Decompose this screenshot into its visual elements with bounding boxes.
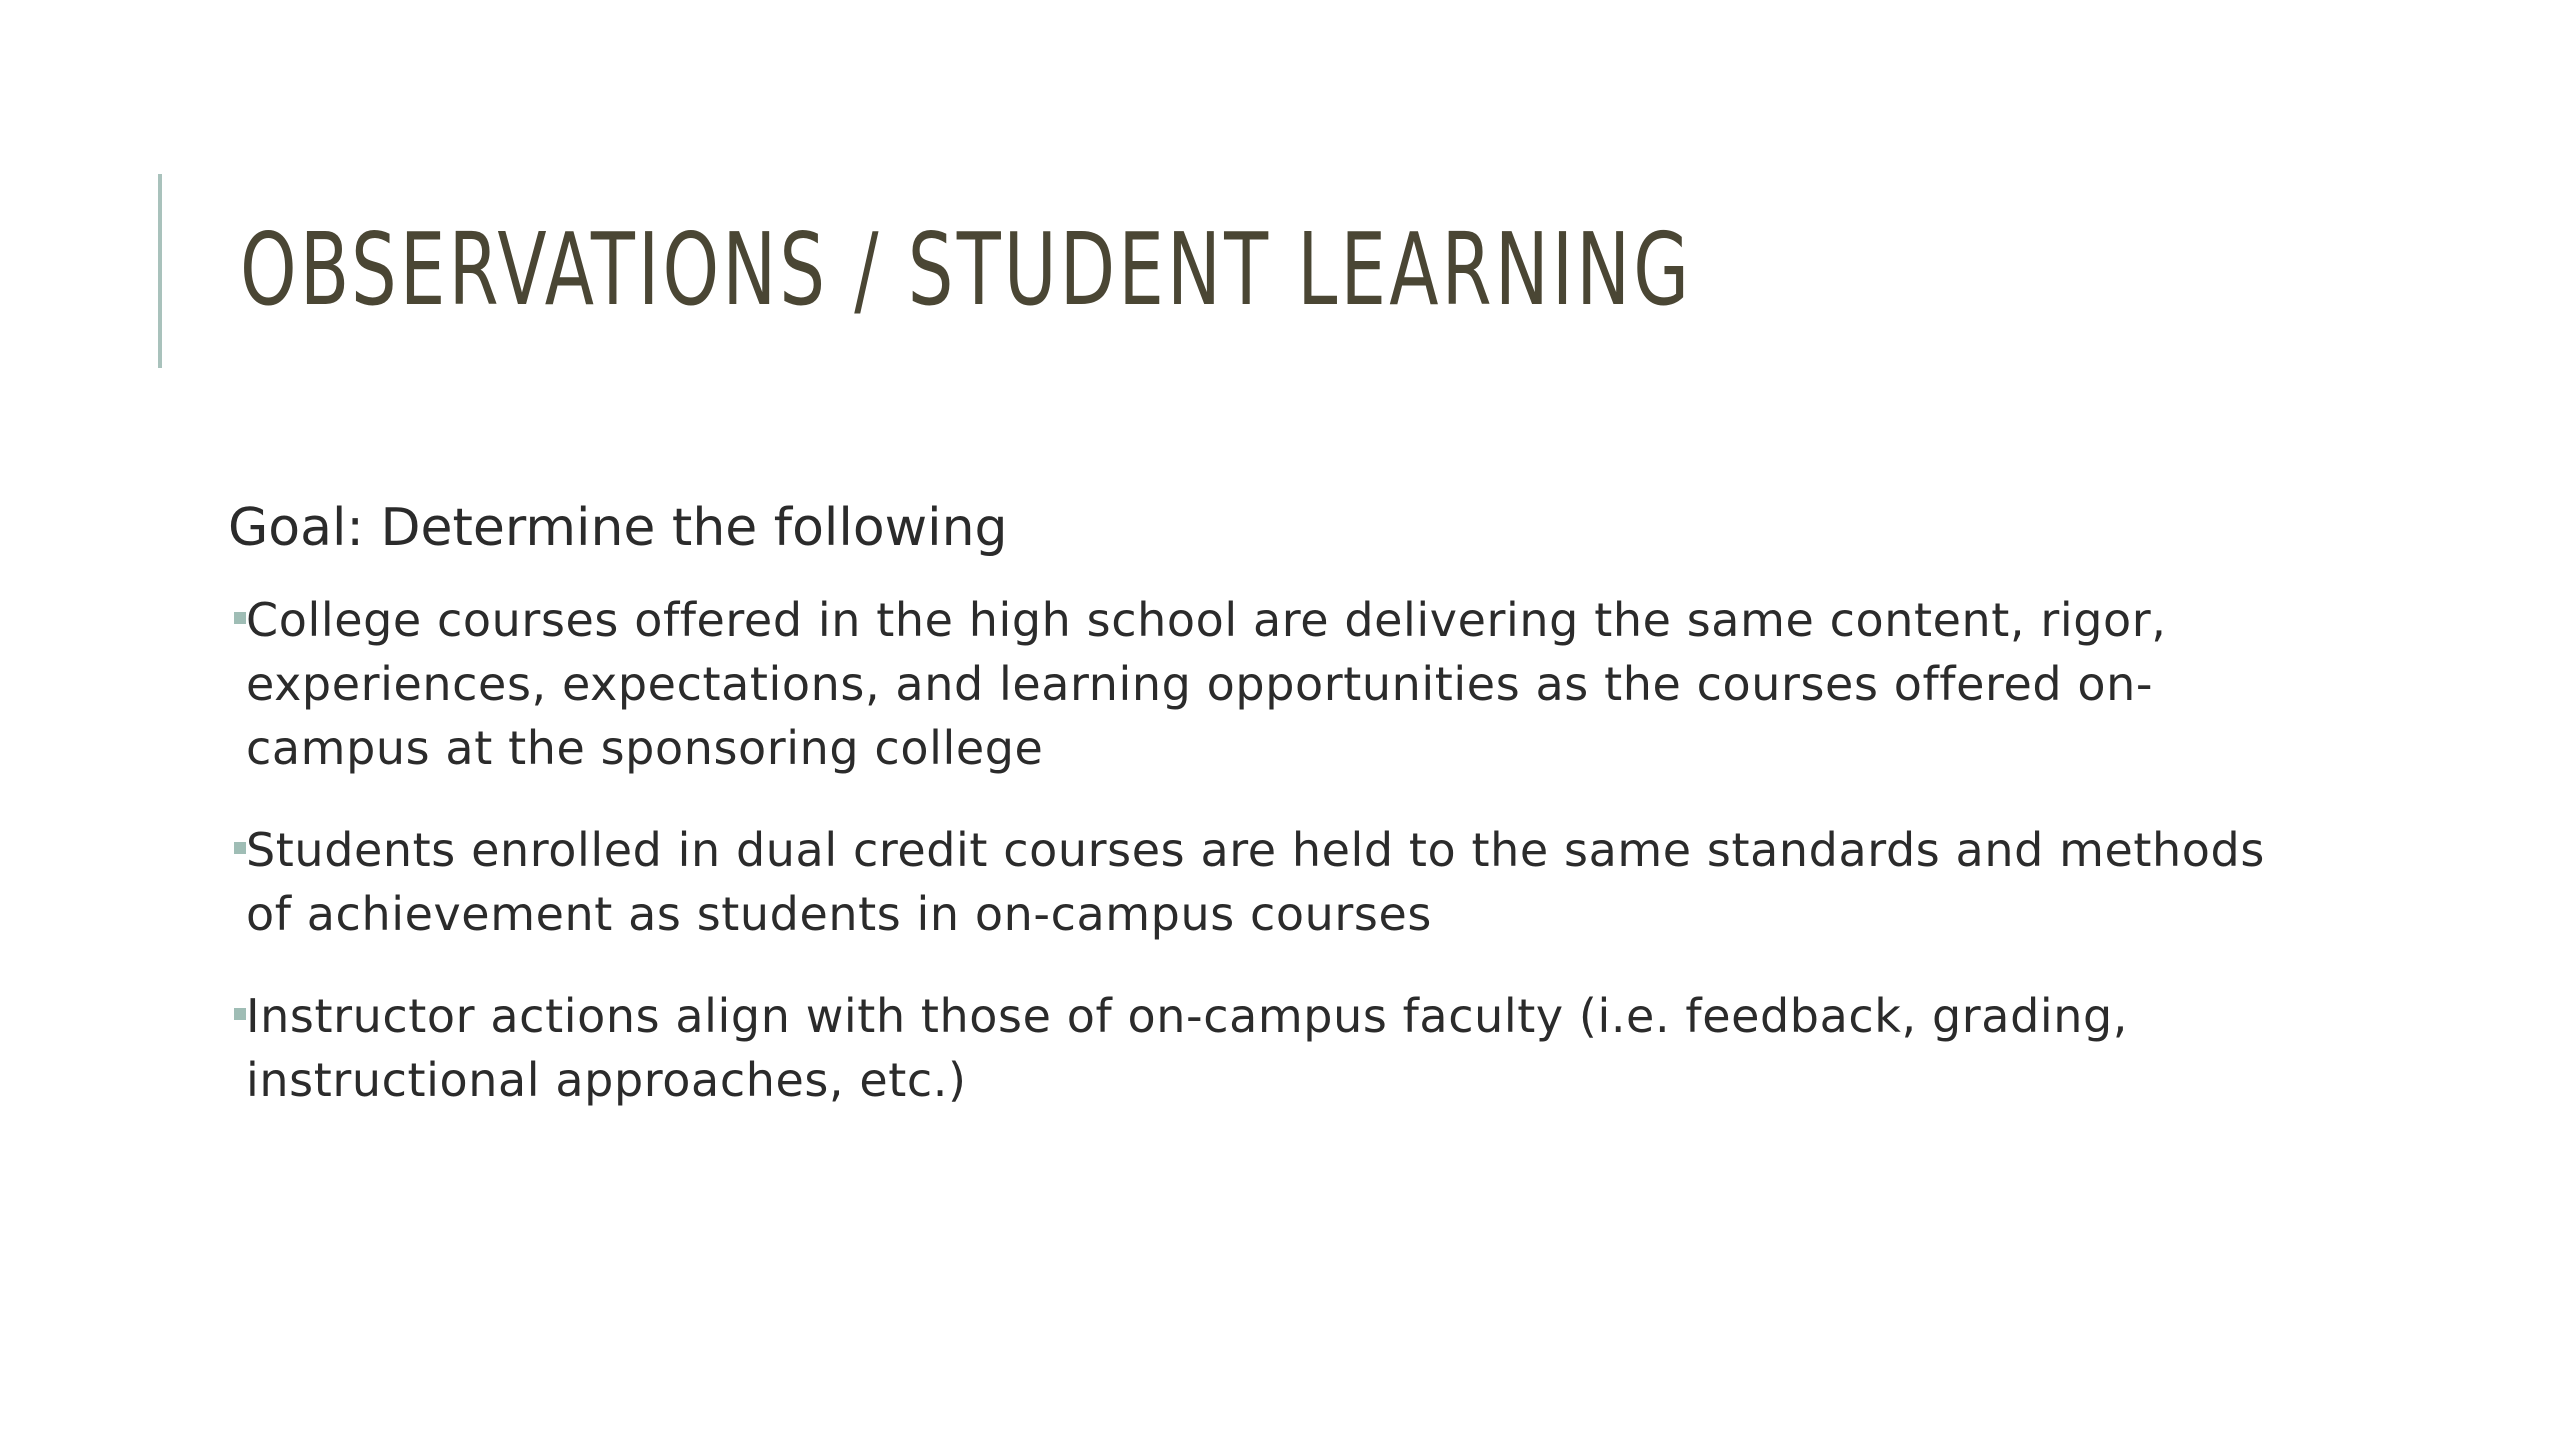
slide-title: OBSERVATIONS / STUDENT LEARNING	[240, 211, 1693, 328]
bullet-list	[226, 588, 2306, 1112]
bullet-item	[226, 818, 2306, 946]
goal-text: Goal: Determine the following	[228, 498, 1008, 558]
slide-body	[226, 488, 2306, 1150]
square-bullet-icon	[234, 842, 246, 854]
bullet-item	[226, 984, 2306, 1112]
bullet-text: Instructor actions align with those of on-campus faculty (i.e. feedback, grading, instructional approaches, etc.)	[246, 989, 2129, 1107]
bullet-text: Students enrolled in dual credit courses are held to the same standards and methods of achievement as students in on-campus courses	[246, 823, 2265, 941]
square-bullet-icon	[234, 1008, 246, 1020]
bullet-text: College courses offered in the high school are delivering the same content, rigor, experiences, expectations, and learning opportunities as the courses offered on-campus at the sponsoring college	[246, 593, 2167, 775]
square-bullet-icon	[234, 612, 246, 624]
title-accent-bar	[158, 174, 162, 368]
bullet-item	[226, 588, 2306, 780]
